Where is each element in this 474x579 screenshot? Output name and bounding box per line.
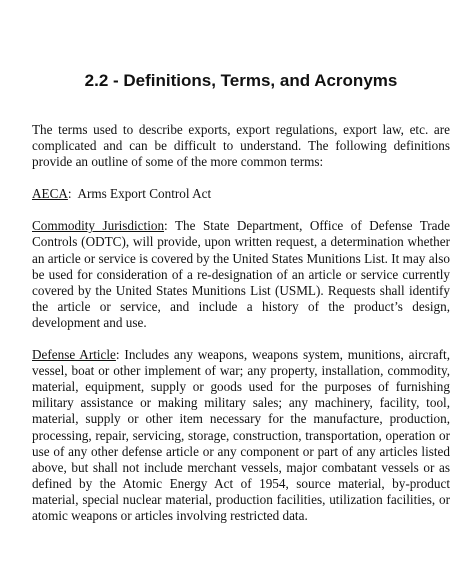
definition-text-aeca: Arms Export Control Act <box>77 186 212 202</box>
term-separator: : <box>164 218 175 234</box>
definition-aeca <box>32 186 450 202</box>
definition-text-defense-article: Includes any weapons, weapons system, munitions, aircraft, vessel, boat or other implement of war; any property, installation, commodity, material, equipment, supply or goods used for the purposes of furnishing military assistance or making military sales; any machinery, facility, tool, material, supply or other item necessary for the manufacture, production, processing, repair, servicing, storage, construction, transportation, operation or use of any other defense article or any component or part of any articles listed above, but shall not include merchant vessels, major combatant vessels or as defined by the Atomic Energy Act of 1954, source material, by-product material, special nuclear material, production facilities, utilization facilities, or atomic weapons or articles involving restricted data. <box>32 347 450 523</box>
term-separator: : <box>67 186 78 202</box>
intro-paragraph: The terms used to describe exports, export regulations, export law, etc. are complicated and can be difficult to understand. The following definitions provide an outline of some of the more common terms: <box>32 122 450 170</box>
definition-commodity-jurisdiction <box>32 218 450 331</box>
definition-text-commodity-jurisdiction: The State Department, Office of Defense Trade Controls (ODTC), will provide, upon written request, a determination whether an article or service is covered by the United States Munitions List. It may also be used for consideration of a re-designation of an article or service currently covered by the United States Munitions List (USML). Requests shall identify the article or service, and include a history of the product’s design, development and use. <box>32 218 450 330</box>
term-separator: : <box>115 347 125 363</box>
term-aeca: AECA <box>32 186 68 202</box>
document-page <box>32 0 450 524</box>
section-heading: 2.2 - Definitions, Terms, and Acronyms <box>84 71 398 90</box>
term-commodity-jurisdiction: Commodity Jurisdiction <box>32 218 165 234</box>
term-defense-article: Defense Article <box>32 347 116 363</box>
definition-defense-article <box>32 347 450 524</box>
